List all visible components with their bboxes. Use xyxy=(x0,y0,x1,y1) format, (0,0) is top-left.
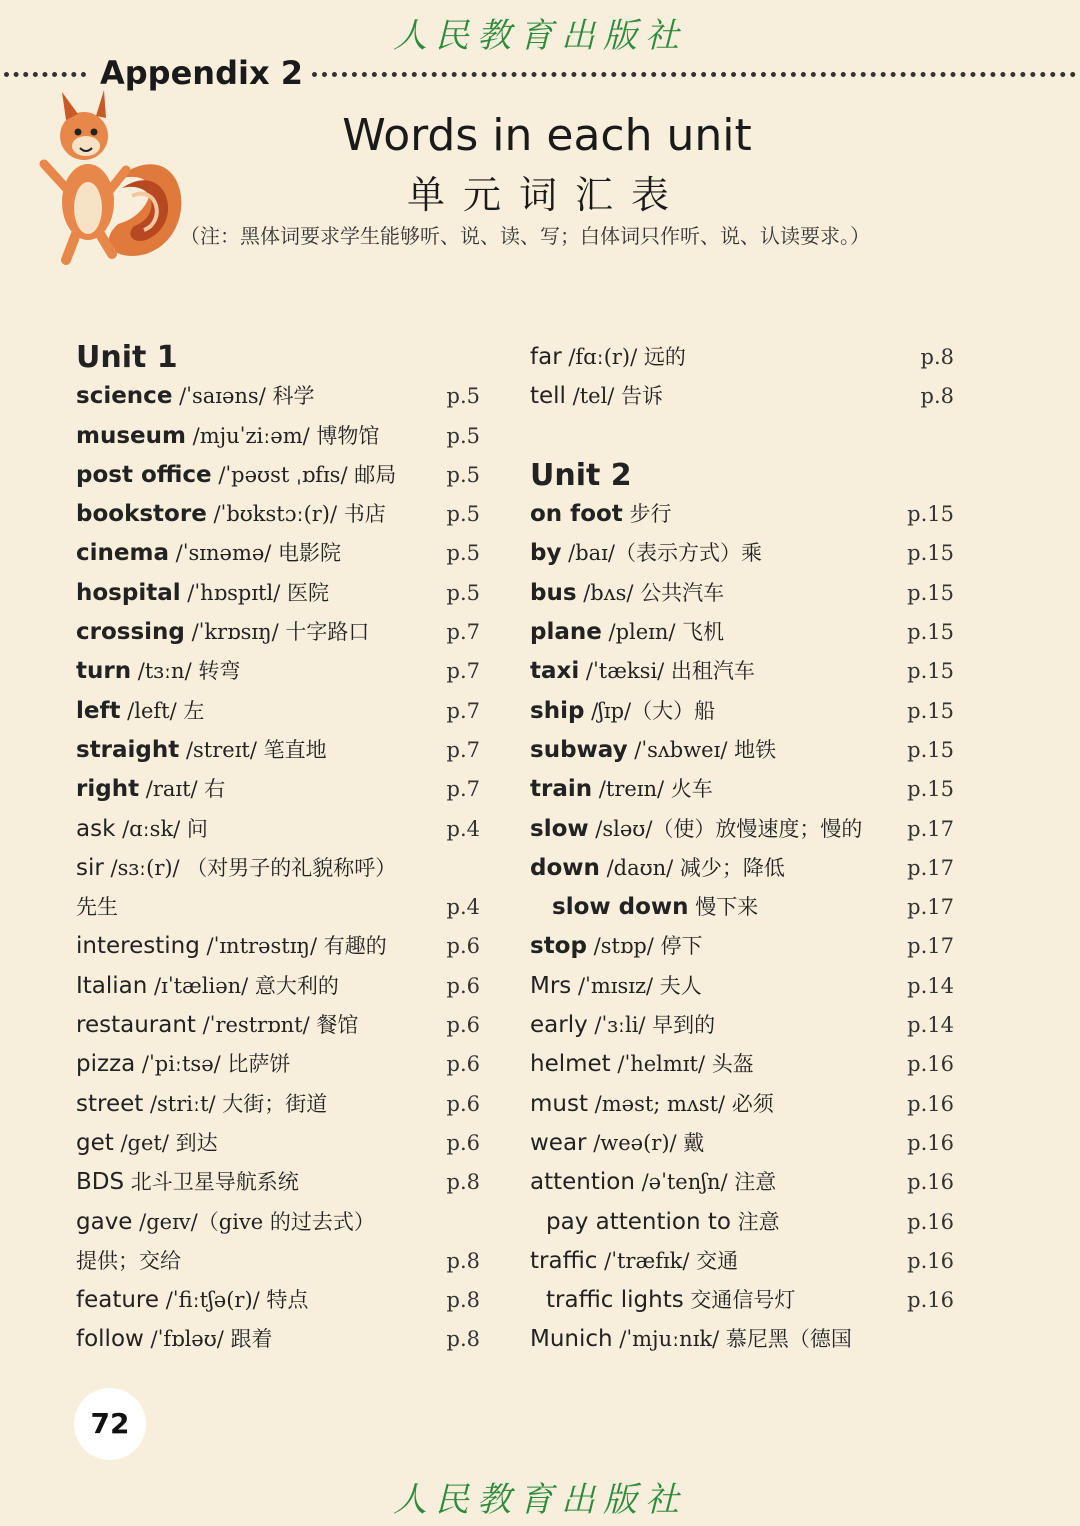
title-english: Words in each unit xyxy=(342,110,752,161)
vocab-phonetic-meaning: /sɜː(r)/ （对男子的礼貌称呼） xyxy=(103,855,397,880)
vocab-phonetic-meaning: /məst; mʌst/ 必须 xyxy=(587,1091,774,1116)
vocab-entry xyxy=(76,652,486,691)
vocab-word: taxi xyxy=(530,658,580,685)
vocab-page-ref: p.16 xyxy=(907,1288,954,1313)
vocab-word: pizza xyxy=(76,1051,136,1078)
vocab-page-ref: p.17 xyxy=(907,855,954,880)
vocab-page-ref: p.15 xyxy=(907,620,954,645)
vocab-page-ref: p.4 xyxy=(446,895,480,920)
vocab-page-ref: p.8 xyxy=(920,345,954,369)
vocab-page-ref: p.4 xyxy=(446,816,480,841)
vocab-entry xyxy=(530,1320,950,1359)
vocab-phonetic-meaning: /tel/ 告诉 xyxy=(565,384,664,409)
vocab-phonetic-meaning: 注意 xyxy=(730,1209,780,1234)
vocab-phonetic-meaning: /ˈfɒləʊ/ 跟着 xyxy=(143,1327,273,1352)
vocab-phonetic-meaning: /geɪv/（give 的过去式） xyxy=(132,1209,375,1234)
vocab-phonetic-meaning: /ˈrestrɒnt/ 餐馆 xyxy=(195,1013,359,1038)
vocab-entry xyxy=(76,1124,486,1163)
vocab-word: follow xyxy=(76,1326,144,1353)
vocab-phonetic-meaning: /ˈhɒspɪtl/ 医院 xyxy=(180,580,329,605)
vocab-entry xyxy=(76,377,486,416)
vocab-page-ref: p.6 xyxy=(446,1130,480,1155)
vocab-phonetic-meaning: 北斗卫星导航系统 xyxy=(124,1170,299,1195)
vocab-entry xyxy=(76,1242,486,1281)
vocab-word: Munich xyxy=(530,1326,613,1353)
vocab-phonetic-meaning: /ˈbʊkstɔː(r)/ 书店 xyxy=(206,502,386,527)
dotted-rule-left xyxy=(4,72,86,77)
vocab-page-ref: p.8 xyxy=(920,384,954,409)
vocab-entry xyxy=(76,1203,486,1242)
vocab-entry xyxy=(76,849,486,888)
vocab-phonetic-meaning: /fɑː(r)/ 远的 xyxy=(561,345,686,369)
word-column-right xyxy=(530,338,954,1360)
vocab-word: traffic xyxy=(530,1247,598,1274)
vocab-entry xyxy=(76,810,486,849)
vocab-phonetic-meaning: /ˈɪntrəstɪŋ/ 有趣的 xyxy=(199,934,387,959)
vocab-page-ref: p.5 xyxy=(446,423,480,448)
vocab-word: attention xyxy=(530,1169,635,1196)
vocab-word: far xyxy=(530,344,562,370)
vocab-phonetic-meaning: /ˈmɪsɪz/ 夫人 xyxy=(571,973,702,998)
vocab-entry xyxy=(76,1163,486,1202)
vocab-page-ref: p.6 xyxy=(446,973,480,998)
vocab-page-ref: p.17 xyxy=(907,934,954,959)
vocab-phonetic-meaning: /baɪ/（表示方式）乘 xyxy=(561,541,762,566)
unit-heading-text: Unit 1 xyxy=(76,340,178,375)
vocab-page-ref: p.15 xyxy=(907,777,954,802)
vocab-phonetic-meaning: /stɒp/ 停下 xyxy=(586,934,703,959)
vocab-entry xyxy=(530,377,954,416)
vocab-page-ref: p.6 xyxy=(446,1091,480,1116)
vocab-phonetic-meaning: /ɪˈtæliən/ 意大利的 xyxy=(147,973,339,998)
vocab-entry xyxy=(76,731,486,770)
vocab-phonetic-meaning: /ˈmjuːnɪk/ 慕尼黑（德国 xyxy=(612,1327,852,1352)
vocab-phonetic-meaning: /sləʊ/（使）放慢速度；慢的 xyxy=(588,816,863,841)
vocab-word: ship xyxy=(530,697,585,724)
vocab-entry xyxy=(530,534,954,573)
vocab-phonetic-meaning: /weə(r)/ 戴 xyxy=(586,1130,705,1155)
vocab-page-ref: p.5 xyxy=(446,502,480,527)
vocab-word: slow down xyxy=(552,894,689,921)
vocab-page-ref: p.17 xyxy=(907,895,954,920)
vocab-entry xyxy=(530,1281,954,1320)
vocab-entry xyxy=(530,1006,954,1045)
vocab-word: down xyxy=(530,854,600,881)
vocab-page-ref: p.16 xyxy=(907,1130,954,1155)
vocab-phonetic-meaning: /ˈtæksi/ 出租汽车 xyxy=(579,659,755,684)
vocab-page-ref: p.8 xyxy=(446,1288,480,1313)
vocab-page-ref: p.16 xyxy=(907,1209,954,1234)
vocab-entry xyxy=(530,927,954,966)
vocab-page-ref: p.16 xyxy=(907,1248,954,1273)
vocab-entry xyxy=(76,574,486,613)
vocab-entry xyxy=(530,731,954,770)
vocab-page-ref: p.17 xyxy=(907,816,954,841)
vocab-entry xyxy=(76,1085,486,1124)
vocab-phonetic-meaning: /streɪt/ 笔直地 xyxy=(179,737,327,762)
vocab-word: straight xyxy=(76,736,180,763)
vocab-page-ref: p.15 xyxy=(907,737,954,762)
vocab-page-ref: p.6 xyxy=(446,1013,480,1038)
publisher-logo-top: 人民教育出版社 xyxy=(393,16,687,56)
vocab-entry xyxy=(76,888,486,927)
vocab-page-ref: p.16 xyxy=(907,1052,954,1077)
vocab-phonetic-meaning: /treɪn/ 火车 xyxy=(592,777,713,802)
vocab-entry xyxy=(530,574,954,613)
vocab-word: street xyxy=(76,1090,144,1117)
vocab-entry xyxy=(76,770,486,809)
vocab-word: bus xyxy=(530,579,577,606)
vocab-page-ref: p.15 xyxy=(907,541,954,566)
vocab-entry xyxy=(530,338,954,377)
vocab-entry xyxy=(530,967,954,1006)
unit-heading xyxy=(530,456,950,495)
vocab-entry xyxy=(76,534,486,573)
vocab-phonetic-meaning: /ˈtræfɪk/ 交通 xyxy=(597,1248,739,1273)
vocab-entry xyxy=(530,1045,954,1084)
vocab-word: early xyxy=(530,1012,588,1039)
vocab-page-ref: p.8 xyxy=(446,1248,480,1273)
vocab-word: crossing xyxy=(76,619,185,646)
vocab-phonetic-meaning: 步行 xyxy=(622,502,672,527)
vocab-page-ref: p.16 xyxy=(907,1170,954,1195)
vocab-entry xyxy=(76,417,486,456)
vocab-word: pay attention to xyxy=(546,1208,731,1235)
vocab-phonetic-meaning: /get/ 到达 xyxy=(113,1130,218,1155)
vocab-page-ref: p.7 xyxy=(446,698,480,723)
vocab-word: must xyxy=(530,1090,588,1117)
vocab-word: BDS xyxy=(76,1169,125,1196)
vocab-word: by xyxy=(530,540,562,567)
vocab-word: sir xyxy=(76,854,104,881)
title-chinese: 单元词汇表 xyxy=(406,173,687,217)
vocab-entry xyxy=(76,692,486,731)
appendix-label: Appendix 2 xyxy=(100,54,303,92)
publisher-logo-bottom: 人民教育出版社 xyxy=(393,1480,687,1520)
vocab-word: slow xyxy=(530,815,589,842)
vocab-entry xyxy=(530,652,954,691)
vocab-word: helmet xyxy=(530,1051,611,1078)
vocab-word: gave xyxy=(76,1208,133,1235)
vocab-entry xyxy=(530,1085,954,1124)
vocab-phonetic-meaning: /ˈkrɒsɪŋ/ 十字路口 xyxy=(184,620,370,645)
vocab-phonetic-meaning: /ˈpiːtsə/ 比萨饼 xyxy=(135,1052,291,1077)
vocab-word: turn xyxy=(76,658,132,685)
column-spacer xyxy=(530,417,950,456)
vocab-page-ref: p.8 xyxy=(446,1170,480,1195)
vocab-word: plane xyxy=(530,619,602,646)
vocab-phonetic-meaning: /ˈsɪnəmə/ 电影院 xyxy=(168,541,342,566)
vocab-phonetic-meaning: /striːt/ 大街；街道 xyxy=(143,1091,328,1116)
vocab-page-ref: p.6 xyxy=(446,934,480,959)
vocab-page-ref: p.6 xyxy=(446,1052,480,1077)
vocab-page-ref: p.15 xyxy=(907,502,954,527)
vocab-page-ref: p.8 xyxy=(446,1327,480,1352)
vocab-word: train xyxy=(530,776,593,803)
vocab-entry xyxy=(530,888,954,927)
vocab-phonetic-meaning: /tɜːn/ 转弯 xyxy=(131,659,241,684)
vocab-page-ref: p.7 xyxy=(446,777,480,802)
vocab-page-ref: p.5 xyxy=(446,384,480,409)
vocab-entry xyxy=(530,1124,954,1163)
vocab-entry xyxy=(530,613,954,652)
vocab-entry xyxy=(530,1163,954,1202)
vocab-page-ref: p.5 xyxy=(446,580,480,605)
vocab-page-ref: p.7 xyxy=(446,620,480,645)
vocab-word: subway xyxy=(530,736,628,763)
vocab-phonetic-meaning: /əˈtenʃn/ 注意 xyxy=(634,1170,777,1195)
vocab-word: bookstore xyxy=(76,501,207,528)
vocab-entry xyxy=(76,1281,486,1320)
vocab-phonetic-meaning: /mjuˈziːəm/ 博物馆 xyxy=(185,423,380,448)
vocab-word: stop xyxy=(530,933,587,960)
usage-note: （注：黑体词要求学生能够听、说、读、写；白体词只作听、说、认读要求。） xyxy=(180,224,870,248)
vocab-phonetic-meaning: /left/ 左 xyxy=(120,698,205,723)
vocab-page-ref: p.15 xyxy=(907,698,954,723)
vocab-word: get xyxy=(76,1129,114,1156)
vocab-entry xyxy=(530,495,954,534)
vocab-entry xyxy=(76,456,486,495)
vocab-page-ref: p.5 xyxy=(446,541,480,566)
vocab-phonetic-meaning: 提供；交给 xyxy=(76,1248,181,1273)
vocab-page-ref: p.14 xyxy=(907,1013,954,1038)
vocab-phonetic-meaning: /raɪt/ 右 xyxy=(139,777,226,802)
vocab-entry xyxy=(76,1045,486,1084)
word-column-left xyxy=(76,338,486,1360)
vocab-phonetic-meaning: /ˈɜːli/ 早到的 xyxy=(587,1013,716,1038)
vocab-entry xyxy=(530,849,954,888)
vocab-word: ask xyxy=(76,815,116,842)
vocab-entry xyxy=(530,1203,954,1242)
vocab-word: science xyxy=(76,383,173,410)
vocab-word: traffic lights xyxy=(546,1287,684,1314)
vocab-phonetic-meaning: /ˈsʌbweɪ/ 地铁 xyxy=(627,737,777,762)
vocab-phonetic-meaning: 交通信号灯 xyxy=(683,1288,796,1313)
vocab-page-ref: p.15 xyxy=(907,580,954,605)
page-number: 72 xyxy=(74,1388,146,1460)
vocab-word: interesting xyxy=(76,933,200,960)
vocab-entry xyxy=(76,1320,486,1359)
vocab-phonetic-meaning: /ʃɪp/（大）船 xyxy=(584,698,716,723)
vocab-word: feature xyxy=(76,1287,160,1314)
vocab-phonetic-meaning: /daʊn/ 减少；降低 xyxy=(599,855,785,880)
vocab-phonetic-meaning: /ˈfiːtʃə(r)/ 特点 xyxy=(159,1288,309,1313)
vocab-page-ref: p.7 xyxy=(446,659,480,684)
vocab-page-ref: p.14 xyxy=(907,973,954,998)
vocab-word: right xyxy=(76,776,140,803)
vocab-word: cinema xyxy=(76,540,169,567)
vocab-entry xyxy=(76,967,486,1006)
vocab-phonetic-meaning: 慢下来 xyxy=(688,895,759,920)
vocab-word: museum xyxy=(76,422,186,449)
vocab-entry xyxy=(76,1006,486,1045)
vocab-phonetic-meaning: /ˈpəʊst ˌɒfɪs/ 邮局 xyxy=(211,462,397,487)
vocab-entry xyxy=(530,770,954,809)
vocab-word: Italian xyxy=(76,972,148,999)
vocab-phonetic-meaning: /ˈsaɪəns/ 科学 xyxy=(172,384,315,409)
vocab-phonetic-meaning: /ˈhelmɪt/ 头盔 xyxy=(610,1052,754,1077)
unit-heading xyxy=(76,338,486,377)
vocab-phonetic-meaning: /bʌs/ 公共汽车 xyxy=(576,580,725,605)
vocab-page-ref: p.16 xyxy=(907,1091,954,1116)
vocab-page-ref: p.5 xyxy=(446,462,480,487)
vocab-page-ref: p.7 xyxy=(446,737,480,762)
vocab-phonetic-meaning: /ɑːsk/ 问 xyxy=(115,816,208,841)
vocab-word: left xyxy=(76,697,121,724)
vocab-word: restaurant xyxy=(76,1012,196,1039)
vocab-entry xyxy=(76,495,486,534)
vocab-phonetic-meaning: /pleɪn/ 飞机 xyxy=(601,620,725,645)
vocab-word: wear xyxy=(530,1129,587,1156)
vocab-page-ref: p.15 xyxy=(907,659,954,684)
unit-heading-text: Unit 2 xyxy=(530,457,632,493)
vocab-word: hospital xyxy=(76,579,181,606)
dotted-rule-right xyxy=(312,72,1076,77)
vocab-entry xyxy=(76,927,486,966)
vocab-word: Mrs xyxy=(530,972,572,999)
vocab-word: post office xyxy=(76,461,212,488)
vocab-phonetic-meaning: 先生 xyxy=(76,895,118,920)
vocab-entry xyxy=(530,692,954,731)
vocab-entry xyxy=(530,810,954,849)
vocab-word: tell xyxy=(530,383,566,410)
vocab-entry xyxy=(76,613,486,652)
vocab-entry xyxy=(530,1242,954,1281)
vocab-word: on foot xyxy=(530,501,623,528)
